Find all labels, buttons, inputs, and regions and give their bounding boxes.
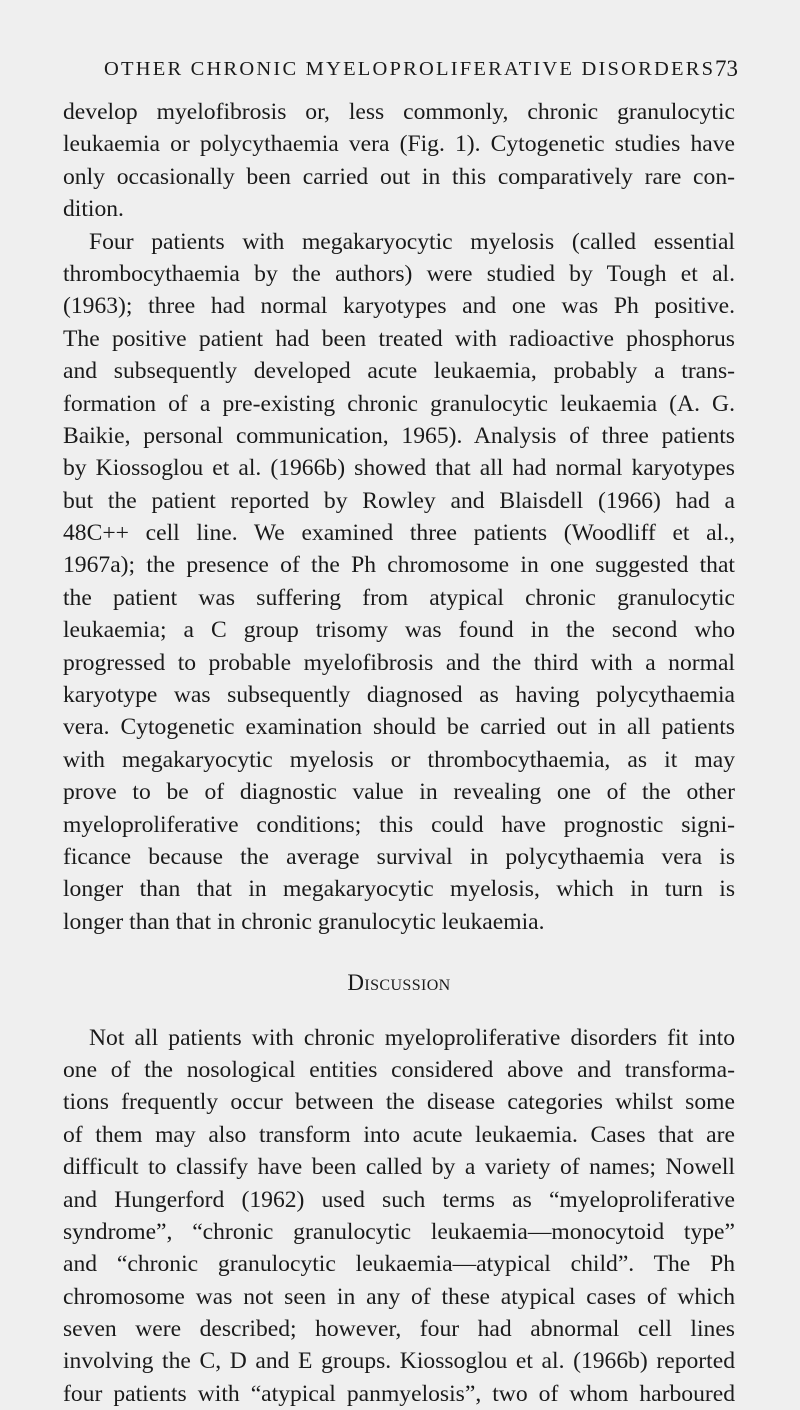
text-line: 48C++ cell line. We examined three patients (Woodliff et al., xyxy=(63,520,735,547)
text-line: tions frequently occur between the disease categories whilst some xyxy=(63,1089,735,1116)
text-line: involving the C, D and E groups. Kiossoglou et al. (1966b) reported xyxy=(63,1348,735,1375)
text-line: leukaemia; a C group trisomy was found in the second who xyxy=(63,617,735,644)
text-line: longer than that in megakaryocytic myelosis, which in turn is xyxy=(63,876,735,903)
text-line: one of the nosological entities considered above and transforma- xyxy=(63,1056,735,1083)
text-line: vera. Cytogenetic examination should be carried out in all patients xyxy=(63,714,735,741)
text-line: and “chronic granulocytic leukaemia—atypical child”. The Ph xyxy=(63,1251,735,1278)
text-line: with megakaryocytic myelosis or thrombocythaemia, as it may xyxy=(63,746,735,773)
text-line: formation of a pre-existing chronic granulocytic leukaemia (A. G. xyxy=(63,390,735,417)
text-line: thrombocythaemia by the authors) were studied by Tough et al. xyxy=(63,260,735,287)
body-text xyxy=(63,96,735,1410)
running-head xyxy=(104,58,738,88)
text-line: Baikie, personal communication, 1965). Analysis of three patients xyxy=(63,422,735,449)
text-line: the patient was suffering from atypical chronic granulocytic xyxy=(63,584,735,611)
paragraph-3 xyxy=(63,1022,735,1410)
text-line: difficult to classify have been called by a variety of names; Nowell xyxy=(63,1154,735,1181)
section-heading: Discussion xyxy=(347,970,451,996)
text-line: develop myelofibrosis or, less commonly, chronic granulocytic xyxy=(63,99,735,125)
text-line: leukaemia or polycythaemia vera (Fig. 1). Cytogenetic studies have xyxy=(63,131,735,158)
text-line: progressed to probable myelofibrosis and the third with a normal xyxy=(63,649,735,676)
paragraph-1 xyxy=(63,96,735,226)
text-line: karyotype was subsequently diagnosed as having polycythaemia xyxy=(63,682,735,709)
running-title: OTHER CHRONIC MYELOPROLIFERATIVE DISORDERS xyxy=(104,58,716,80)
text-line: and subsequently developed acute leukaemia, probably a trans- xyxy=(63,358,735,385)
text-line: myeloproliferative conditions; this could have prognostic signi- xyxy=(63,811,735,838)
text-line: syndrome”, “chronic granulocytic leukaemia—monocytoid type” xyxy=(63,1218,735,1245)
text-line: seven were described; however, four had abnormal cell lines xyxy=(63,1316,735,1343)
text-line: but the patient reported by Rowley and Blaisdell (1966) had a xyxy=(63,487,735,514)
text-line: Four patients with megakaryocytic myelosis (called essential xyxy=(89,228,735,255)
text-line: dition. xyxy=(63,196,124,223)
page-number: 73 xyxy=(715,56,738,81)
paragraph-2 xyxy=(63,226,735,939)
text-line: of them may also transform into acute leukaemia. Cases that are xyxy=(63,1121,735,1148)
text-line: (1963); three had normal karyotypes and one was Ph positive. xyxy=(63,293,735,320)
text-line: only occasionally been carried out in this comparatively rare con- xyxy=(63,163,735,190)
text-line: 1967a); the presence of the Ph chromosome in one suggested that xyxy=(63,552,735,579)
text-line: ficance because the average survival in polycythaemia vera is xyxy=(63,843,735,870)
text-line: prove to be of diagnostic value in revealing one of the other xyxy=(63,779,735,806)
text-line: four patients with “atypical panmyelosis”, two of whom harboured xyxy=(63,1380,735,1407)
text-line: The positive patient had been treated with radioactive phosphorus xyxy=(63,325,735,352)
text-line: chromosome was not seen in any of these atypical cases of which xyxy=(63,1283,735,1310)
text-line: longer than that in chronic granulocytic leukaemia. xyxy=(63,908,545,935)
text-line: by Kiossoglou et al. (1966b) showed that all had normal karyotypes xyxy=(63,455,735,482)
text-line: Not all patients with chronic myeloproliferative disorders fit into xyxy=(89,1024,735,1051)
text-line: and Hungerford (1962) used such terms as “myeloproliferative xyxy=(63,1186,735,1213)
